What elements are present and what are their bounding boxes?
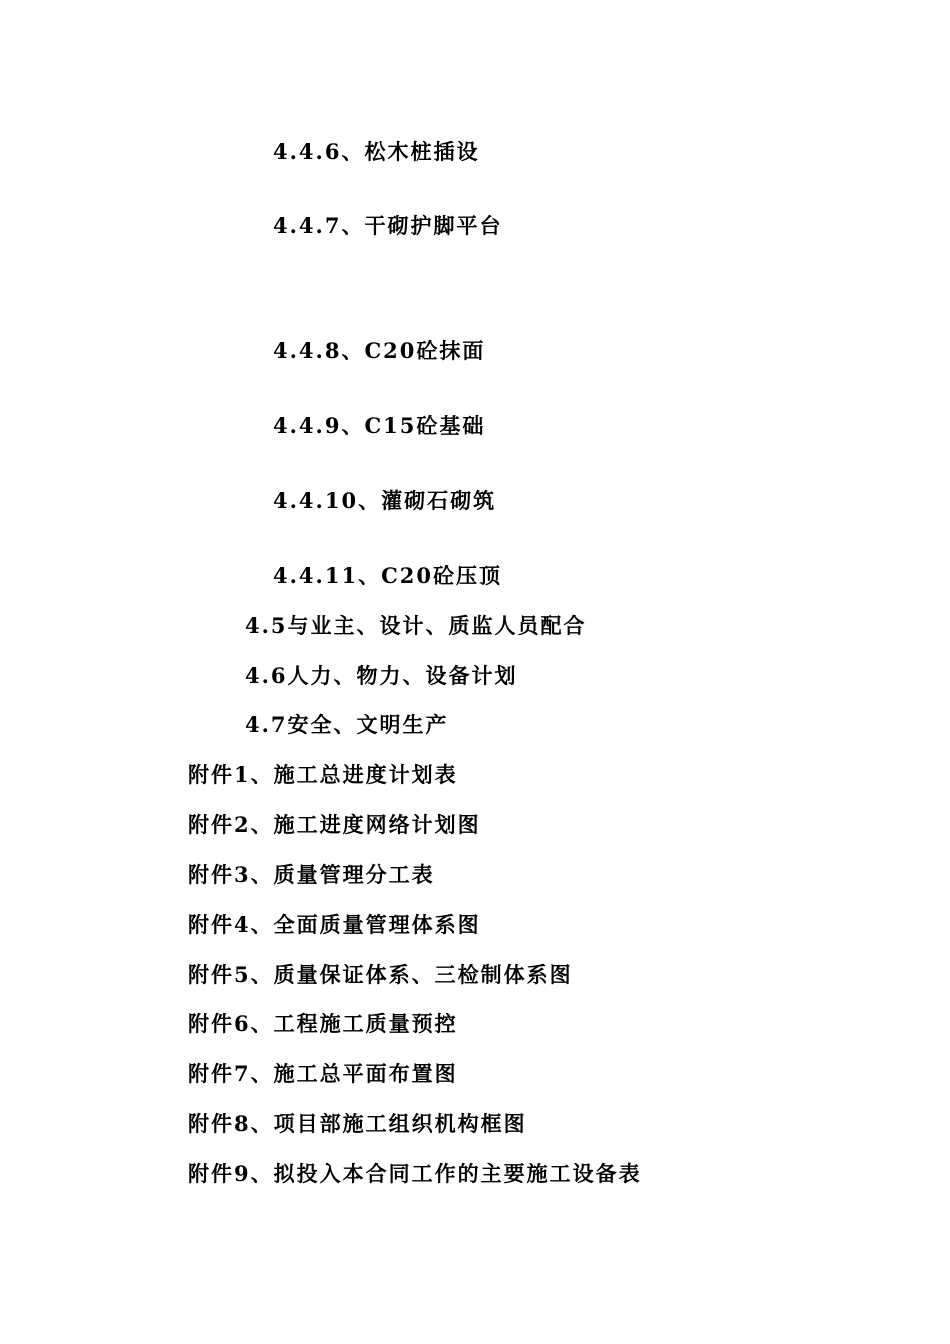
toc-item-4-4-10: 4.4.10、灌砌石砌筑 (273, 488, 497, 513)
attachment-item-1: 附件1、施工总进度计划表 (188, 762, 458, 787)
attachment-item-3: 附件3、质量管理分工表 (188, 862, 435, 887)
toc-item-4-5: 4.5与业主、设计、质监人员配合 (245, 613, 587, 638)
toc-item-4-7: 4.7安全、文明生产 (245, 712, 449, 737)
toc-item-4-6: 4.6人力、物力、设备计划 (245, 663, 518, 688)
toc-item-4-4-11: 4.4.11、C20砼压顶 (273, 563, 503, 588)
toc-item-4-4-9: 4.4.9、C15砼基础 (273, 413, 486, 438)
attachment-item-5: 附件5、质量保证体系、三检制体系图 (188, 962, 573, 987)
attachment-item-9: 附件9、拟投入本合同工作的主要施工设备表 (188, 1161, 642, 1186)
attachment-item-2: 附件2、施工进度网络计划图 (188, 812, 481, 837)
attachment-item-7: 附件7、施工总平面布置图 (188, 1061, 458, 1086)
attachment-item-4: 附件4、全面质量管理体系图 (188, 912, 481, 937)
toc-item-4-4-6: 4.4.6、松木桩插设 (273, 139, 480, 164)
attachment-item-8: 附件8、项目部施工组织机构框图 (188, 1111, 527, 1136)
toc-item-4-4-7: 4.4.7、干砌护脚平台 (273, 213, 503, 238)
toc-item-4-4-8: 4.4.8、C20砼抹面 (273, 338, 486, 363)
attachment-item-6: 附件6、工程施工质量预控 (188, 1011, 458, 1036)
